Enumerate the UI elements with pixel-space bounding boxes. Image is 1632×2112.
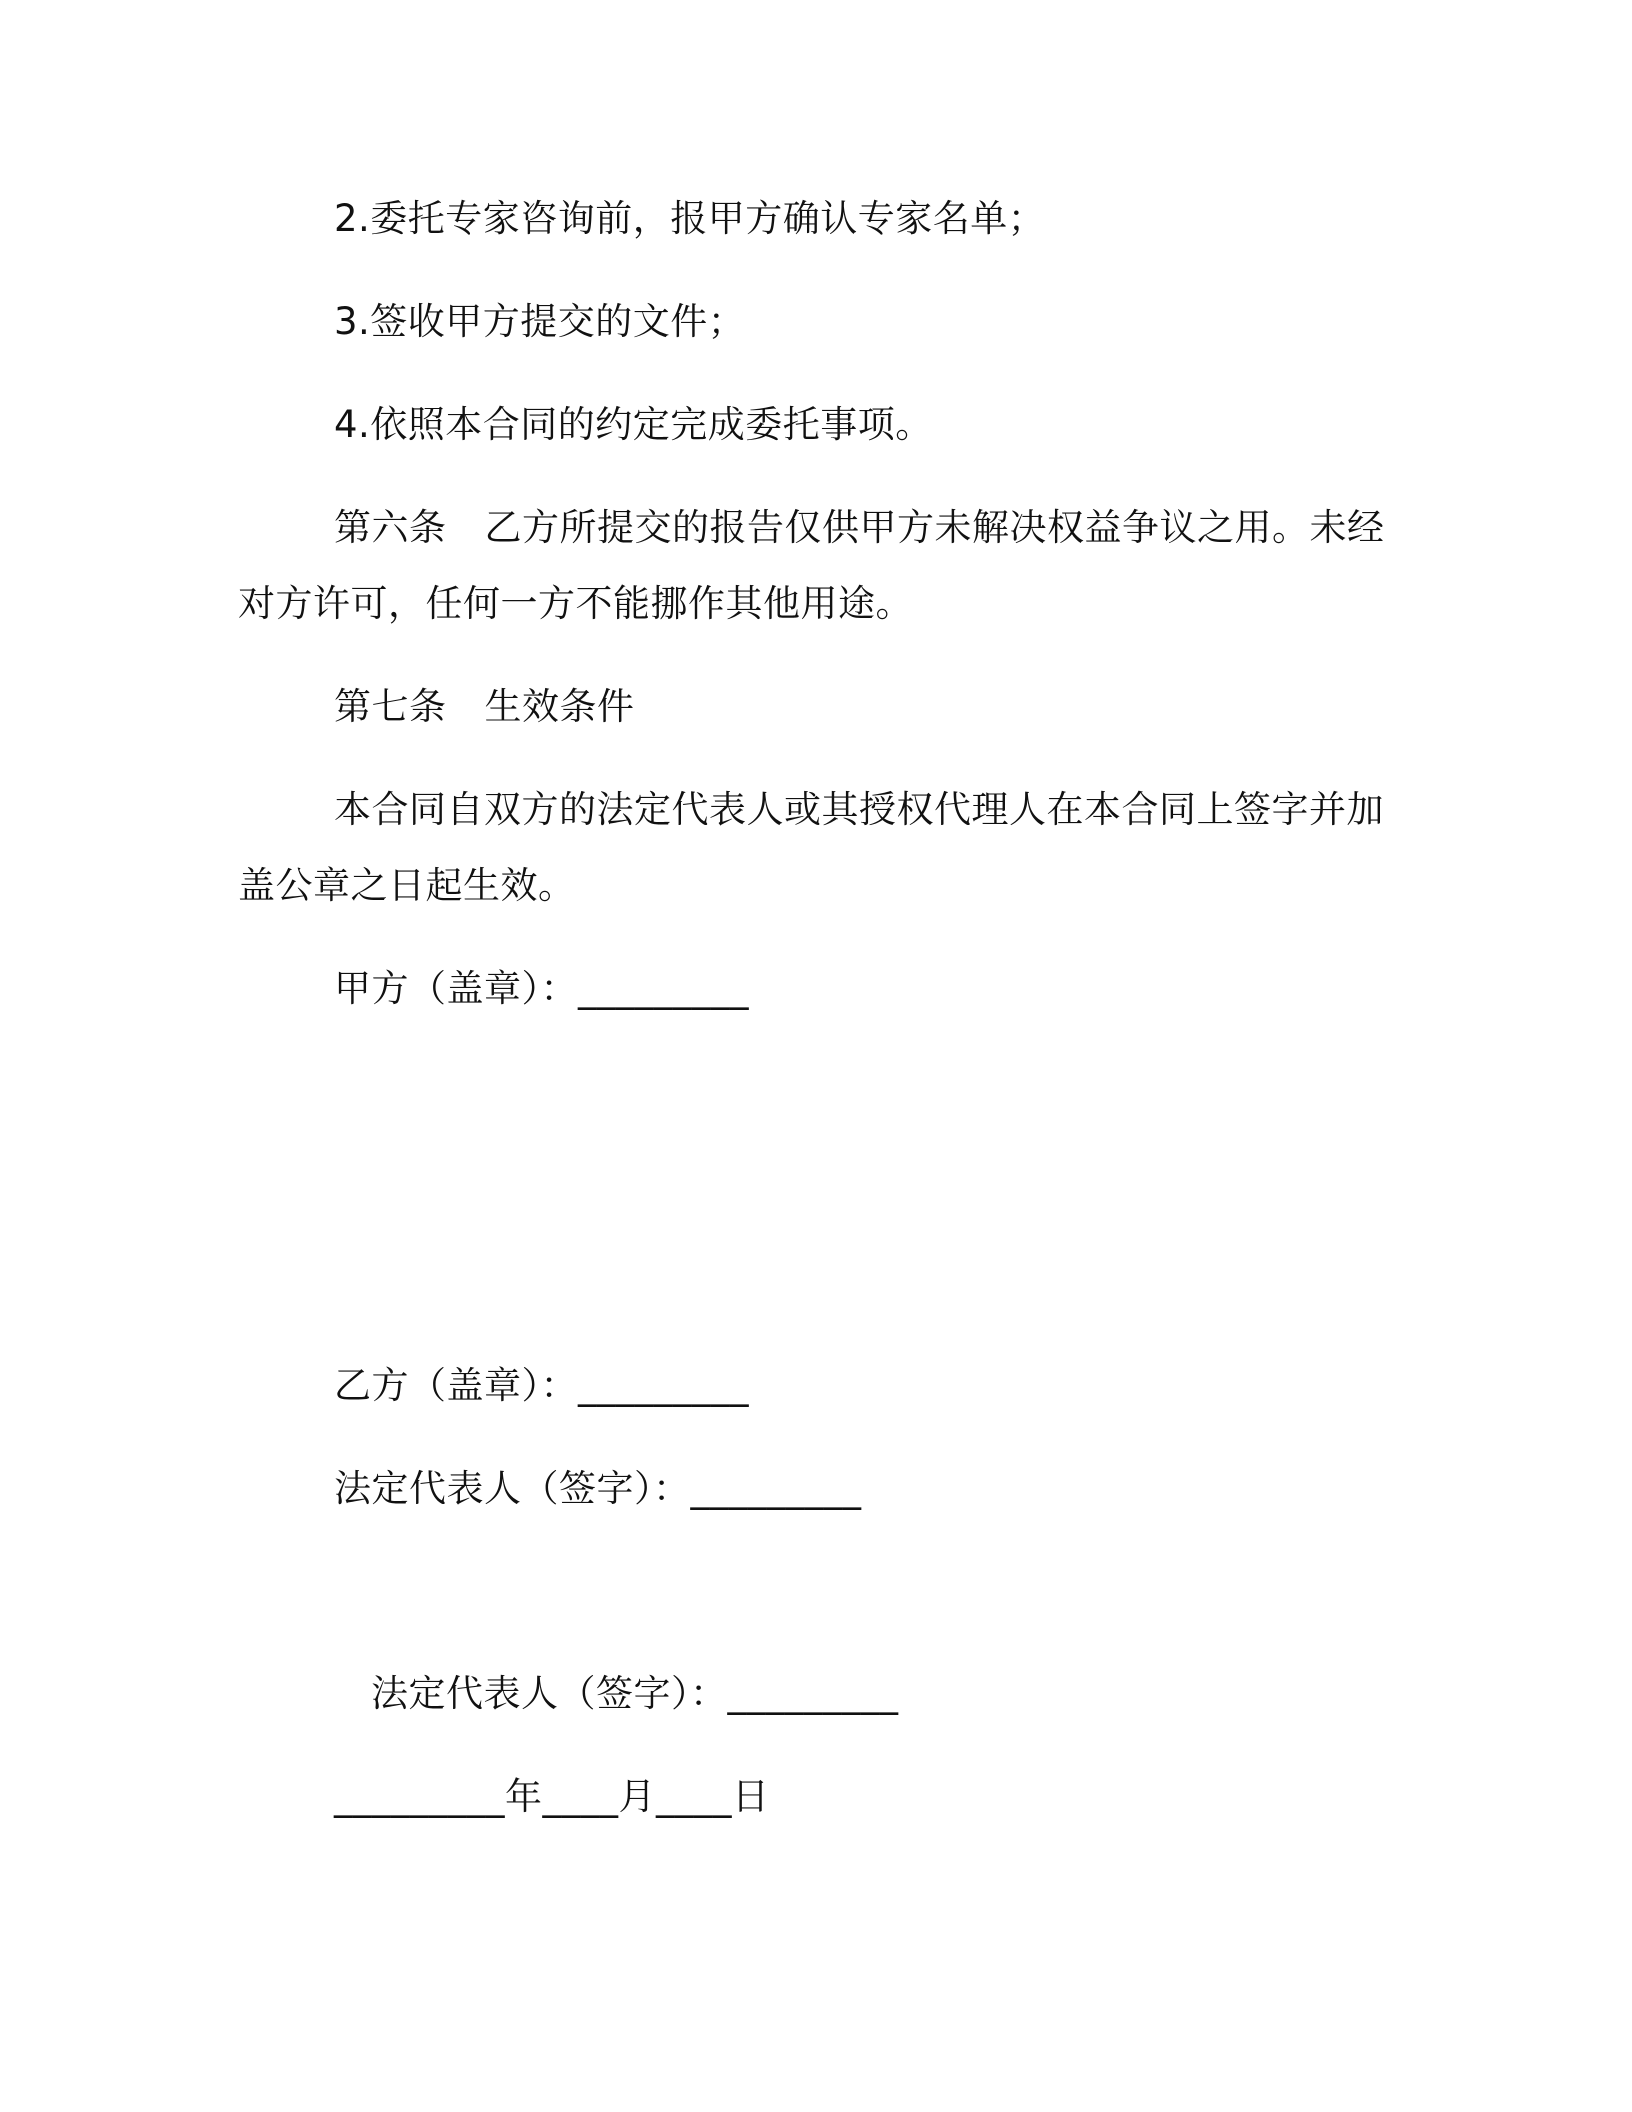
legal-representative-signature-line: 法定代表人（签字）：_________ [334, 1467, 862, 1510]
article-7-heading: 第七条 [334, 685, 447, 728]
duty-item-4: 4.依照本合同的约定完成委托事项。 [334, 403, 933, 446]
party-a-seal-line: 甲方（盖章）：_________ [334, 967, 749, 1010]
article-6-heading: 第六条 [334, 506, 447, 549]
party-b-seal-line: 乙方（盖章）：_________ [334, 1364, 749, 1407]
duty-item-2: 2.委托专家咨询前，报甲方确认专家名单； [334, 197, 1046, 240]
duty-item-3: 3.签收甲方提交的文件； [334, 300, 746, 343]
article-7-title: 生效条件 [484, 685, 635, 728]
article-6-second-line: 对方许可，任何一方不能挪作其他用途。 [238, 582, 913, 625]
article-7-second-line: 盖公章之日起生效。 [238, 864, 576, 907]
date-line: _________年____月____日 [334, 1775, 770, 1818]
legal-representative-signature-line-2: 法定代表人（签字）：_________ [371, 1672, 899, 1715]
article-7-heading-line [334, 683, 635, 731]
article-6-text: 乙方所提交的报告仅供甲方未解决权益争议之用。未经 [484, 506, 1385, 549]
article-7-first-line: 本合同自双方的法定代表人或其授权代理人在本合同上签字并加 [334, 788, 1384, 831]
article-6-first-line [334, 504, 1385, 552]
